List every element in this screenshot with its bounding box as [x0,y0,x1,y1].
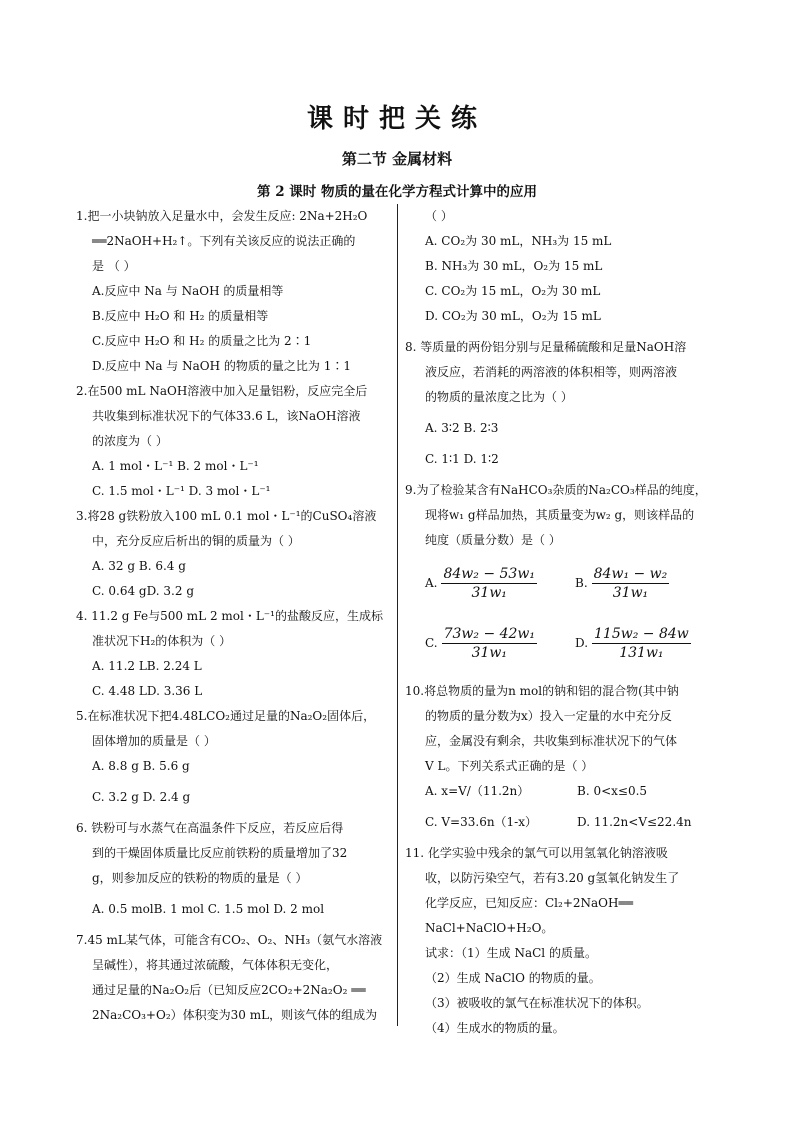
q11-subquestion: （3）被吸收的氯气在标准状况下的体积。 [425,996,649,1010]
q9-line: 现将w₁ g样品加热，其质量变为w₂ g，则该样品的 [425,508,695,522]
q2-line: 2.在500 mL NaOH溶液中加入足量铝粉，反应完全后 [76,384,368,398]
q11-line: 11. 化学实验中残余的氯气可以用氢氧化钠溶液吸 [405,846,668,860]
fraction: $\frac{\text{84w₂ − 53w₁}}{\text{31w₁}}$ [443,565,535,601]
q3-options: C. 0.64 gD. 3.2 g [92,584,194,598]
q4-line: 4. 11.2 g Fe与500 mL 2 mol・L⁻¹的盐酸反应，生成标 [76,609,383,623]
q2-options: C. 1.5 mol・L⁻¹ D. 3 mol・L⁻¹ [92,484,271,498]
q6-options: A. 0.5 molB. 1 mol C. 1.5 mol D. 2 mol [92,902,325,916]
q2-options: A. 1 mol・L⁻¹ B. 2 mol・L⁻¹ [92,459,259,473]
q6-line: g，则参加反应的铁粉的物质的量是（ ） [92,871,308,885]
q8-line: 8. 等质量的两份铝分别与足量稀硫酸和足量NaOH溶 [405,340,687,354]
q2-line: 共收集到标准状况下的气体33.6 L，该NaOH溶液 [92,409,361,423]
q11-subquestion: （2）生成 NaClO 的物质的量。 [425,971,601,985]
q5-line: 5.在标准状况下把4.48LCO₂通过足量的Na₂O₂固体后， [76,709,376,723]
right-column [405,204,725,1041]
q9-line: 纯度（质量分数）是（ ） [425,533,561,547]
q7-option: D. CO₂为 30 mL，O₂为 15 mL [425,309,601,323]
q1-option: D.反应中 Na 与 NaOH 的物质的量之比为 1∶1 [92,359,351,373]
q10-line: 10.将总物质的量为n mol的钠和铝的混合物(其中钠 [405,684,679,698]
q10-line: 应，金属没有剩余，共收集到标准状况下的气体 [425,734,678,748]
page-title: 课时把关练 [306,104,487,134]
q7-line: 7.45 mL某气体，可能含有CO₂、O₂、NH₃（氨气水溶液 [76,933,383,947]
q4-line: 准状况下H₂的体积为（ ） [92,634,232,648]
q10-options: A. x=V/（11.2n） B. 0<x≤0.5 [425,784,648,798]
lesson-title: 第 2 课时 物质的量在化学方程式计算中的应用 [257,184,537,200]
q6-line: 到的干燥固体质量比反应前铁粉的质量增加了32 [92,846,348,860]
q9-option-d: D. $\frac{\text{115w₂ − 84w}}{\text{131w₁}}$ [575,625,689,661]
q9-option-a: A. $\frac{\text{84w₂ − 53w₁}}{\text{31w₁}}$ [425,565,535,601]
q10-options: C. V=33.6n（1-x） D. 11.2n<V≤22.4n [425,815,692,829]
q1-line: 是 （ ） [92,259,136,273]
q1-option: B.反应中 H₂O 和 H₂ 的质量相等 [92,309,269,323]
q11-line: NaCl+NaClO+H₂O。 [425,921,554,935]
q7-option: A. CO₂为 30 mL，NH₃为 15 mL [425,234,612,248]
q4-options: A. 11.2 LB. 2.24 L [92,659,202,673]
q1-line: 1.把一小块钠放入足量水中，会发生反应: 2Na+2H₂O [76,209,368,223]
q9-option-c: C. $\frac{\text{73w₂ − 42w₁}}{\text{31w₁}}$ [425,625,536,661]
left-column [76,204,392,1028]
q10-line: V L。下列关系式正确的是（ ） [425,759,594,773]
q10-line: 的物质的量分数为x）投入一定量的水中充分反 [425,709,672,723]
q11-subquestion: 试求：（1）生成 NaCl 的质量。 [425,946,597,960]
section-title: 第二节 金属材料 [341,150,453,168]
q11-line: 化学反应，已知反应：Cl₂+2NaOH══ [425,896,633,910]
q11-subquestion: （4）生成水的物质的量。 [425,1021,565,1035]
q1-option: A.反应中 Na 与 NaOH 的质量相等 [92,284,284,298]
q9-option-b: B. $\frac{\text{84w₁ − w₂}}{\text{31w₁}}$ [575,565,668,601]
q5-options: C. 3.2 g D. 2.4 g [92,790,191,804]
q8-line: 液反应，若消耗的两溶液的体积相等，则两溶液 [425,365,678,379]
q3-line: 中，充分反应后析出的铜的质量为（ ） [92,534,300,548]
q4-options: C. 4.48 LD. 3.36 L [92,684,203,698]
q8-options: C. 1∶1 D. 1∶2 [425,452,499,466]
q7-line: 呈碱性），将其通过浓硫酸，气体体积无变化， [92,958,339,972]
q8-options: A. 3∶2 B. 2∶3 [425,421,499,435]
q1-line: ══2NaOH+H₂↑。下列有关该反应的说法正确的 [92,234,356,248]
fraction: $\frac{\text{115w₂ − 84w}}{\text{131w₁}}$ [594,625,689,661]
q7-line: 通过足量的Na₂O₂后（已知反应2CO₂+2Na₂O₂ ══ [92,983,366,997]
q7-line: （ ） [425,209,453,223]
q9-options-row [405,613,725,673]
q11-line: 收，以防污染空气，若有3.20 g氢氧化钠发生了 [425,871,680,885]
q7-option: C. CO₂为 15 mL，O₂为 30 mL [425,284,601,298]
q7-line: 2Na₂CO₃+O₂）体积变为30 mL，则该气体的组成为 [92,1008,378,1022]
q7-option: B. NH₃为 30 mL，O₂为 15 mL [425,259,603,273]
fraction: $\frac{\text{84w₁ − w₂}}{\text{31w₁}}$ [593,565,668,601]
q8-line: 的物质的量浓度之比为（ ） [425,390,573,404]
q5-line: 固体增加的质量是（ ） [92,734,216,748]
q9-line: 9.为了检验某含有NaHCO₃杂质的Na₂CO₃样品的纯度， [405,483,707,497]
fraction: $\frac{\text{73w₂ − 42w₁}}{\text{31w₁}}$ [443,625,536,661]
q5-options: A. 8.8 g B. 5.6 g [92,759,190,773]
q9-options-row [405,553,725,613]
q1-option: C.反应中 H₂O 和 H₂ 的质量之比为 2∶1 [92,334,312,348]
q3-options: A. 32 g B. 6.4 g [92,559,186,573]
column-divider [397,204,398,1026]
q3-line: 3.将28 g铁粉放入100 mL 0.1 mol・L⁻¹的CuSO₄溶液 [76,509,377,523]
q2-line: 的浓度为（ ） [92,434,168,448]
q6-line: 6. 铁粉可与水蒸气在高温条件下反应，若反应后得 [76,821,344,835]
